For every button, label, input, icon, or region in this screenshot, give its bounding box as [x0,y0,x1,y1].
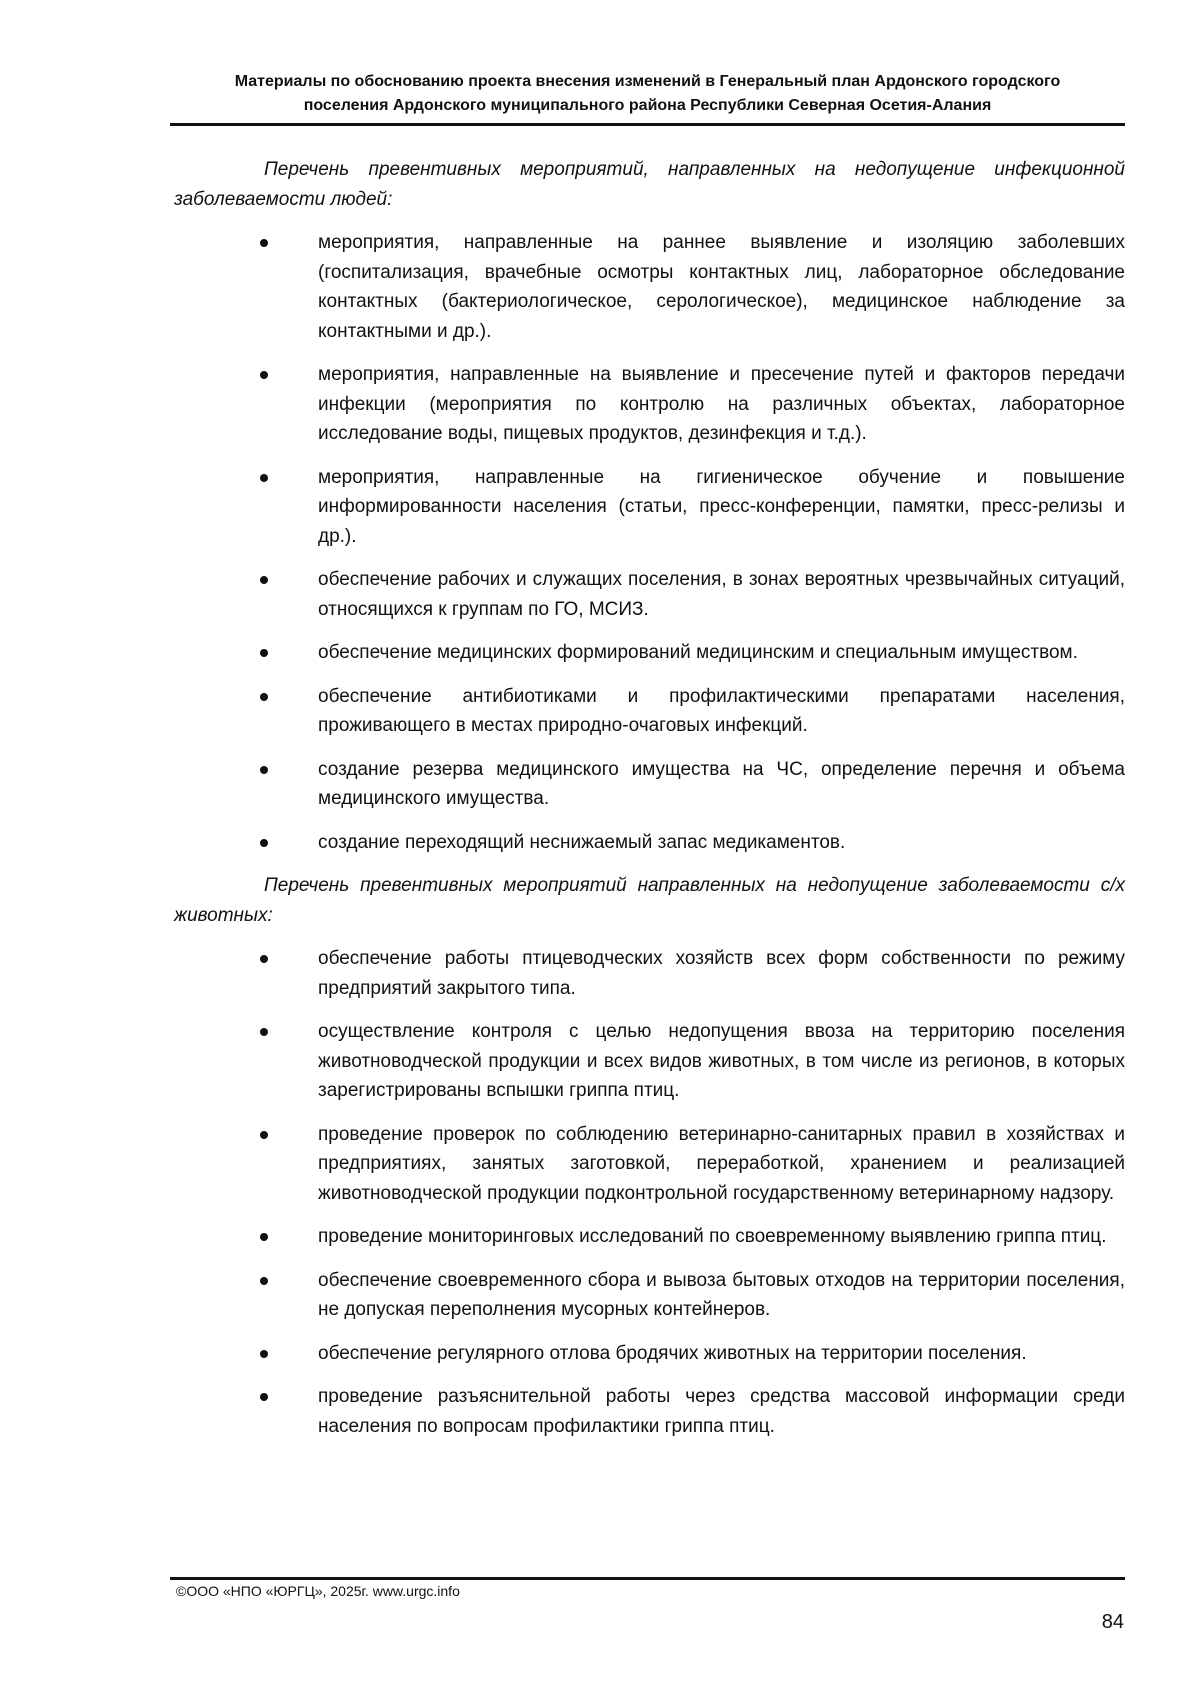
list-item [174,360,1125,449]
list-item [174,638,1125,668]
list-item [174,755,1125,814]
section-intro-infections: Перечень превентивных мероприятий, направленных на недопущение инфекционной заболеваемости людей: [174,159,1125,210]
header-divider [170,123,1125,126]
list-item-text: мероприятия, направленные на раннее выявление и изоляцию заболевших (госпитализация, врачебные осмотры контактных лиц, лабораторное обследование контактных (бактериологическое, серологическое), медицинское наблюдение за контактными и др.). [318,232,1125,342]
list-item [174,1266,1125,1325]
list-item-text: проведение разъяснительной работы через средства массовой информации среди населения по вопросам профилактики гриппа птиц. [318,1386,1125,1437]
bullet-icon [260,1233,268,1241]
bullet-icon [260,1350,268,1358]
list-item-text: обеспечение работы птицеводческих хозяйств всех форм собственности по режиму предприятий закрытого типа. [318,948,1125,999]
list-item [174,1222,1125,1252]
bullet-icon [260,649,268,657]
infection-measures-list [174,228,1125,857]
list-item-text: мероприятия, направленные на выявление и пресечение путей и факторов передачи инфекции (мероприятия по контролю на различных объектах, лабораторное исследование воды, пищевых продуктов, дезинфекция и т.д.). [318,364,1125,444]
list-item-text: обеспечение своевременного сбора и вывоза бытовых отходов на территории поселения, не допуская переполнения мусорных контейнеров. [318,1269,1125,1320]
bullet-icon [260,576,268,584]
list-item [174,1017,1125,1106]
document-body [174,155,1125,1455]
footer-divider [170,1577,1125,1580]
list-item [174,828,1125,858]
bullet-icon [260,371,268,379]
list-item [174,463,1125,552]
list-item-text: осуществление контроля с целью недопущения ввоза на территорию поселения животноводческой продукции и всех видов животных, в том числе из регионов, в которых зарегистрированы вспышки гриппа птиц. [318,1021,1125,1101]
list-item [174,1339,1125,1369]
bullet-icon [260,766,268,774]
page-header [170,70,1125,118]
list-item [174,228,1125,346]
list-item-text: проведение мониторинговых исследований по своевременному выявлению гриппа птиц. [318,1226,1107,1247]
list-item [174,1382,1125,1441]
list-item-text: проведение проверок по соблюдению ветеринарно-санитарных правил в хозяйствах и предприятиях, занятых заготовкой, переработкой, хранением и реализацией животноводческой продукции подконтрольной государственному ветеринарному надзору. [318,1123,1125,1204]
list-item-text: обеспечение антибиотиками и профилактическими препаратами населения, проживающего в местах природно-очаговых инфекций. [318,685,1125,736]
bullet-icon [260,955,268,963]
list-item [174,682,1125,741]
list-item [174,565,1125,624]
bullet-icon [260,839,268,847]
header-title-line-1: Материалы по обоснованию проекта внесения изменений в Генеральный план Ардонского городского [234,73,1061,90]
bullet-icon [260,1393,268,1401]
page-number: 84 [1101,1611,1124,1633]
list-item-text: создание резерва медицинского имущества на ЧС, определение перечня и объема медицинского имущества. [318,758,1125,809]
footer-copyright: ©ООО «НПО «ЮРГЦ», 2025г. www.urgc.info [176,1583,460,1599]
bullet-icon [260,239,268,247]
bullet-icon [260,693,268,701]
list-item-text: обеспечение регулярного отлова бродячих животных на территории поселения. [318,1342,1027,1364]
list-item-text: мероприятия, направленные на гигиеническое обучение и повышение информированности населения (статьи, пресс-конференции, памятки, пресс-релизы и др.). [318,466,1125,547]
bullet-icon [260,474,268,482]
list-item-text: обеспечение рабочих и служащих поселения, в зонах вероятных чрезвычайных ситуаций, относящихся к группам по ГО, МСИЗ. [318,569,1125,620]
section-intro-animals: Перечень превентивных мероприятий направленных на недопущение заболеваемости с/х животных: [174,875,1125,926]
header-title-line-2: поселения Ардонского муниципального района Республики Северная Осетия-Алания [303,97,992,114]
animal-measures-list [174,944,1125,1441]
list-item-text: создание переходящий неснижаемый запас медикаментов. [318,831,846,853]
list-item-text: обеспечение медицинских формирований медицинским и специальным имуществом. [318,642,1078,663]
bullet-icon [260,1131,268,1139]
bullet-icon [260,1028,268,1036]
list-item [174,1120,1125,1209]
bullet-icon [260,1277,268,1285]
list-item [174,944,1125,1003]
